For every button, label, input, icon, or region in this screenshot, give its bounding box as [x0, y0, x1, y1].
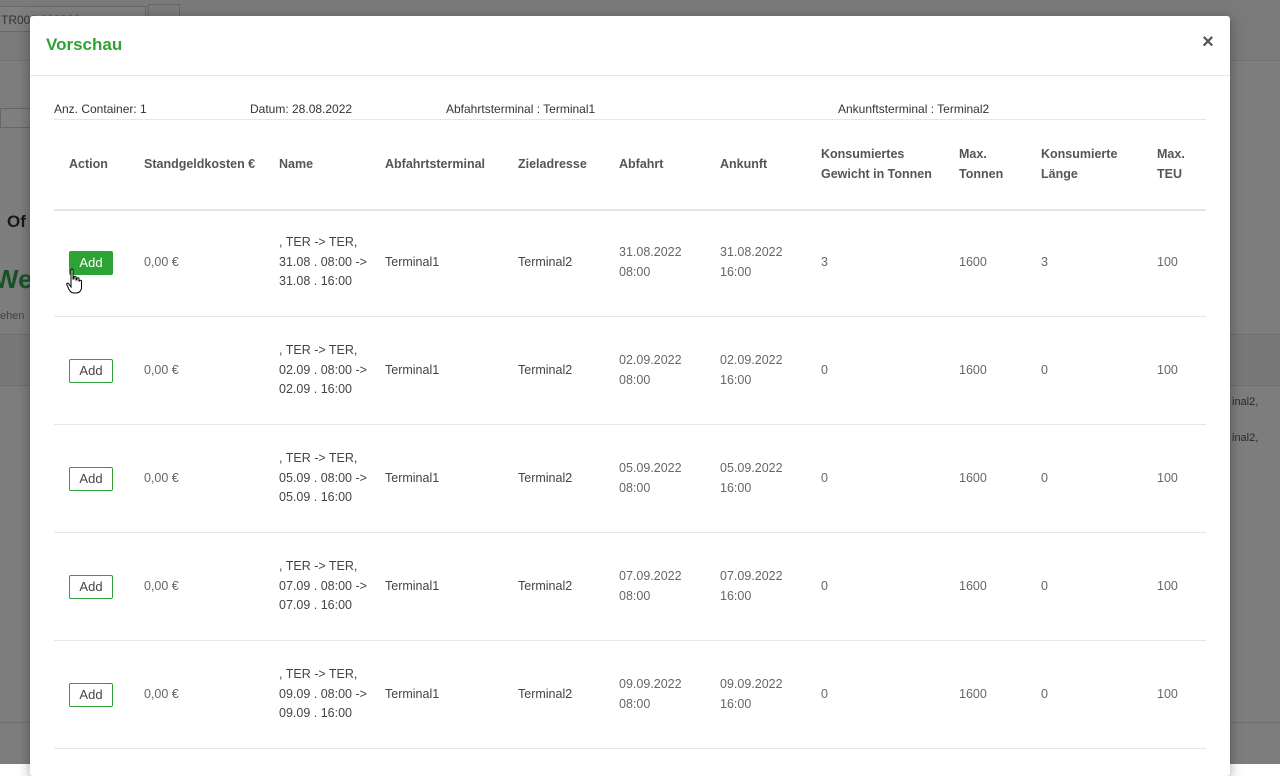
abfahrt-cell: 07.09.2022 08:00 — [619, 569, 682, 603]
header-abfahrt: Abfahrt — [619, 156, 664, 171]
header-max-tonnes: Max. Tonnen — [959, 147, 1004, 181]
max-teu-cell: 100 — [1157, 470, 1178, 485]
abfahrt-cell: 09.09.2022 08:00 — [619, 677, 682, 711]
max-tonnes-cell: 1600 — [959, 470, 987, 485]
table-row — [54, 641, 1206, 749]
ankunft-cell: 02.09.2022 16:00 — [720, 353, 783, 387]
max-tonnes-cell: 1600 — [959, 254, 987, 269]
name-cell: , TER -> TER, 09.09 . 08:00 -> 09.09 . 16:00 — [279, 667, 367, 721]
name-cell: , TER -> TER, 07.09 . 08:00 -> 07.09 . 16:00 — [279, 559, 367, 613]
length-cell: 0 — [1041, 578, 1048, 593]
add-button[interactable]: Add — [69, 683, 113, 707]
cost-cell: 0,00 € — [144, 362, 179, 377]
name-cell: , TER -> TER, 05.09 . 08:00 -> 05.09 . 16:00 — [279, 451, 367, 505]
modal-header — [30, 16, 1230, 76]
header-destination: Zieladresse — [518, 156, 587, 171]
header-action: Action — [69, 156, 108, 171]
container-count: Anz. Container: 1 — [54, 102, 147, 116]
name-cell: , TER -> TER, 02.09 . 08:00 -> 02.09 . 16:00 — [279, 343, 367, 397]
destination-cell: Terminal2 — [518, 686, 573, 701]
ankunft-cell: 05.09.2022 16:00 — [720, 461, 783, 495]
header-consumed-weight: Konsumiertes Gewicht in Tonnen — [821, 147, 932, 181]
add-button[interactable]: Add — [69, 467, 113, 491]
action-cell — [69, 533, 139, 640]
cost-cell: 0,00 € — [144, 578, 179, 593]
header-max-teu: Max. TEU — [1157, 147, 1185, 181]
table-row — [54, 533, 1206, 641]
header-consumed-length: Konsumierte Länge — [1041, 147, 1118, 181]
header-cost: Standgeldkosten € — [144, 156, 256, 171]
name-cell: , TER -> TER, 31.08 . 08:00 -> 31.08 . 16:00 — [279, 235, 367, 289]
action-cell — [69, 641, 139, 748]
destination-cell: Terminal2 — [518, 362, 573, 377]
length-cell: 3 — [1041, 254, 1048, 269]
departure-cell: Terminal1 — [385, 578, 440, 593]
cost-cell: 0,00 € — [144, 470, 179, 485]
departure-cell: Terminal1 — [385, 254, 440, 269]
hand-pointer-icon — [66, 268, 82, 296]
header-name: Name — [279, 156, 314, 171]
departure-cell: Terminal1 — [385, 362, 440, 377]
action-cell — [69, 209, 139, 316]
weight-cell: 0 — [821, 362, 828, 377]
departure-cell: Terminal1 — [385, 686, 440, 701]
action-cell — [69, 317, 139, 424]
close-icon[interactable]: × — [1202, 31, 1214, 53]
action-cell — [69, 425, 139, 532]
destination-cell: Terminal2 — [518, 578, 573, 593]
destination-cell: Terminal2 — [518, 254, 573, 269]
modal-title: Vorschau — [46, 35, 123, 54]
cost-cell: 0,00 € — [144, 254, 179, 269]
length-cell: 0 — [1041, 470, 1048, 485]
departure-cell: Terminal1 — [385, 470, 440, 485]
summary-departure-terminal: Abfahrtsterminal : Terminal1 — [446, 102, 596, 116]
cost-cell: 0,00 € — [144, 686, 179, 701]
weight-cell: 0 — [821, 470, 828, 485]
weight-cell: 0 — [821, 578, 828, 593]
summary-date: Datum: 28.08.2022 — [250, 102, 353, 116]
abfahrt-cell: 02.09.2022 08:00 — [619, 353, 682, 387]
max-tonnes-cell: 1600 — [959, 362, 987, 377]
max-teu-cell: 100 — [1157, 254, 1178, 269]
add-button[interactable]: Add — [69, 575, 113, 599]
abfahrt-cell: 05.09.2022 08:00 — [619, 461, 682, 495]
max-teu-cell: 100 — [1157, 686, 1178, 701]
length-cell: 0 — [1041, 686, 1048, 701]
abfahrt-cell: 31.08.2022 08:00 — [619, 245, 682, 279]
header-departure-terminal: Abfahrtsterminal — [385, 156, 486, 171]
max-teu-cell: 100 — [1157, 362, 1178, 377]
add-button[interactable]: Add — [69, 251, 113, 275]
preview-modal — [30, 16, 1230, 776]
ankunft-cell: 09.09.2022 16:00 — [720, 677, 783, 711]
max-tonnes-cell: 1600 — [959, 578, 987, 593]
table-row — [54, 425, 1206, 533]
table-row — [54, 317, 1206, 425]
max-tonnes-cell: 1600 — [959, 686, 987, 701]
weight-cell: 0 — [821, 686, 828, 701]
add-button[interactable]: Add — [69, 359, 113, 383]
weight-cell: 3 — [821, 254, 828, 269]
ankunft-cell: 07.09.2022 16:00 — [720, 569, 783, 603]
max-teu-cell: 100 — [1157, 578, 1178, 593]
ankunft-cell: 31.08.2022 16:00 — [720, 245, 783, 279]
destination-cell: Terminal2 — [518, 470, 573, 485]
header-ankunft: Ankunft — [720, 156, 768, 171]
length-cell: 0 — [1041, 362, 1048, 377]
table-row — [54, 209, 1206, 317]
table-header — [54, 119, 1206, 211]
summary-arrival-terminal: Ankunftsterminal : Terminal2 — [838, 102, 990, 116]
